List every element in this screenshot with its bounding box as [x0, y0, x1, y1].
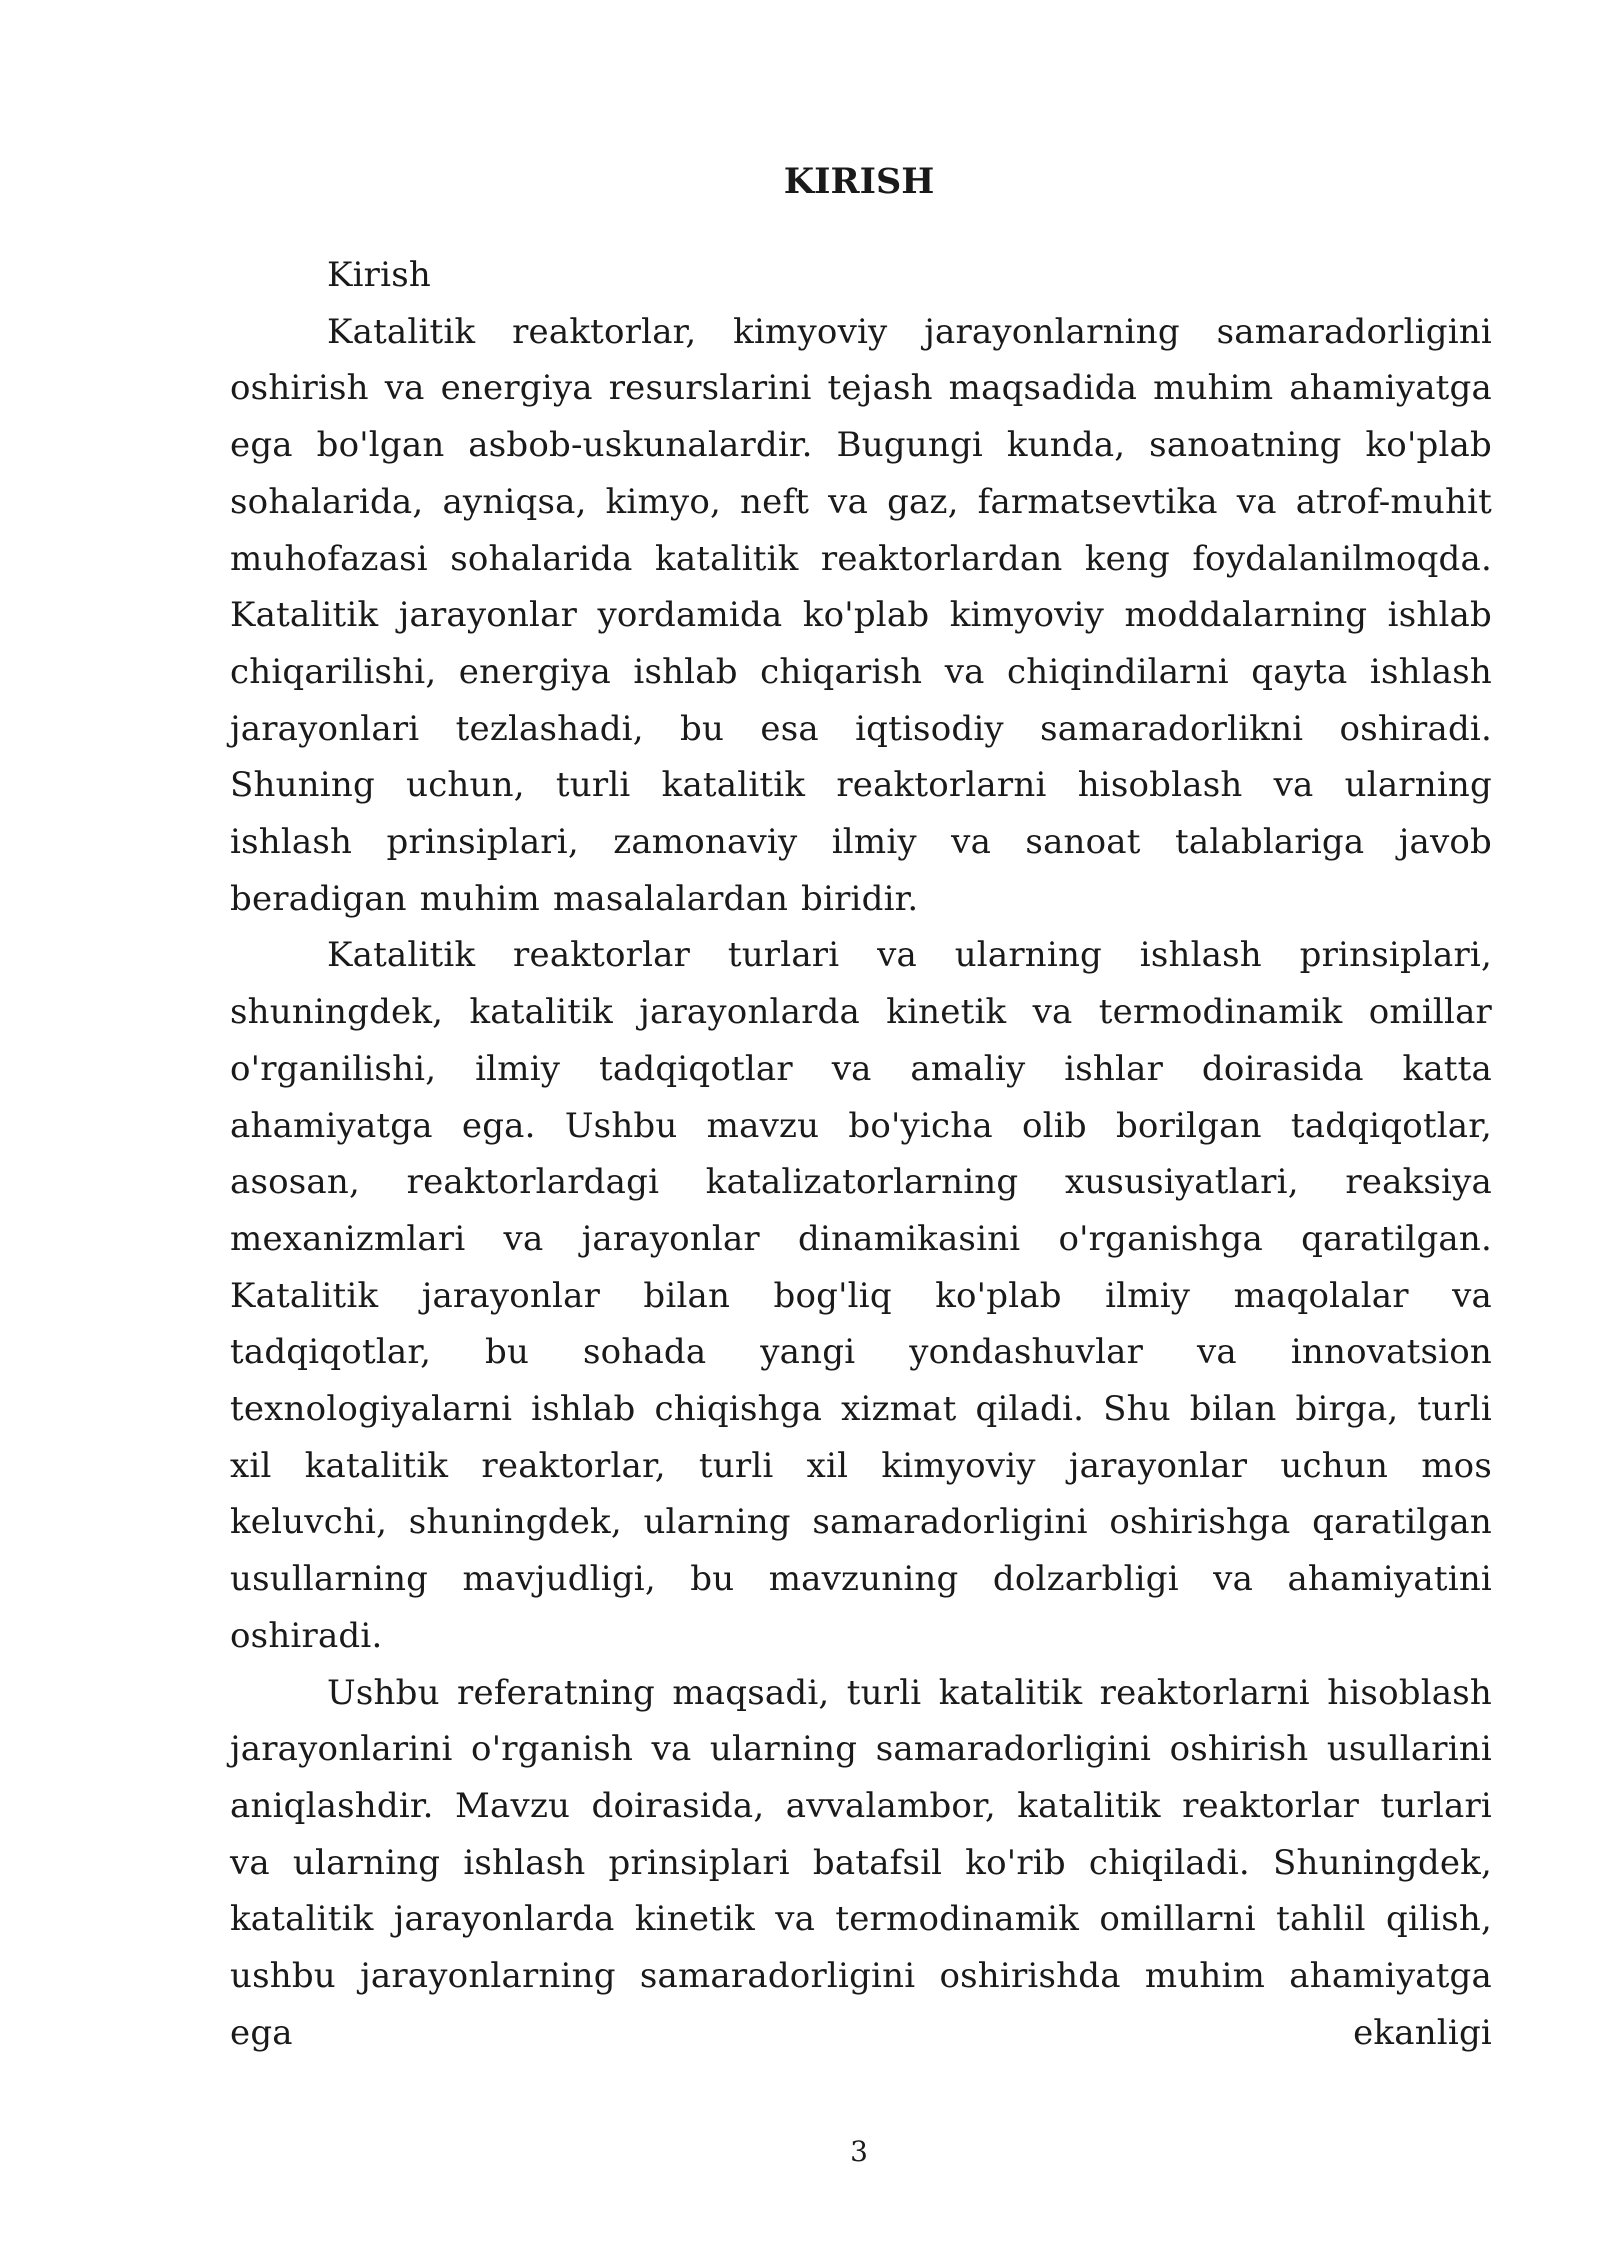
- page-number: 3: [850, 2135, 868, 2168]
- paragraph: Katalitik reaktorlar, kimyoviy jarayonlarning samaradorligini oshirish va energiya resurslarini tejash maqsadida muhim ahamiyatga ega bo'lgan asbob-uskunalardir. Bugungi kunda, sanoatning ko'plab sohalarida, ayniqsa, kimyo, neft va gaz, farmatsevtika va atrof-muhit muhofazasi sohalarida katalitik reaktorlardan keng foydalanilmoqda. Katalitik jarayonlar yordamida ko'plab kimyoviy moddalarning ishlab chiqarilishi, energiya ishlab chiqarish va chiqindilarni qayta ishlash jarayonlari tezlashadi, bu esa iqtisodiy samaradorlikni oshiradi. Shuning uchun, turli katalitik reaktorlarni hisoblash va ularning ishlash prinsiplari, zamonaviy ilmiy va sanoat talablariga javob beradigan muhim masalalardan biridir.: [230, 311, 1492, 919]
- paragraph: Ushbu referatning maqsadi, turli katalitik reaktorlarni hisoblash jarayonlarini o'rganish va ularning samaradorligini oshirish usullarini aniqlashdir. Mavzu doirasida, avvalambor, katalitik reaktorlar turlari va ularning ishlash prinsiplari batafsil ko'rib chiqiladi. Shuningdek, katalitik jarayonlarda kinetik va termodinamik omillarni tahlil qilish, ushbu jarayonlarning samaradorligini oshirishda muhim ahamiyatga ega ekanligi: [230, 1672, 1492, 2053]
- paragraph-subheading: Kirish: [327, 255, 431, 295]
- page-title: KIRISH: [783, 161, 935, 202]
- body-text: [230, 247, 1492, 2062]
- paragraph: Katalitik reaktorlar turlari va ularning ishlash prinsiplari, shuningdek, katalitik jarayonlarda kinetik va termodinamik omillar o'rganilishi, ilmiy tadqiqotlar va amaliy ishlar doirasida katta ahamiyatga ega. Ushbu mavzu bo'yicha olib borilgan tadqiqotlar, asosan, reaktorlardagi katalizatorlarning xususiyatlari, reaksiya mexanizmlari va jarayonlar dinamikasini o'rganishga qaratilgan. Katalitik jarayonlar bilan bog'liq ko'plab ilmiy maqolalar va tadqiqotlar, bu sohada yangi yondashuvlar va innovatsion texnologiyalarni ishlab chiqishga xizmat qiladi. Shu bilan birga, turli xil katalitik reaktorlar, turli xil kimyoviy jarayonlar uchun mos keluvchi, shuningdek, ularning samaradorligini oshirishga qaratilgan usullarning mavjudligi, bu mavzuning dolzarbligi va ahamiyatini oshiradi.: [230, 935, 1492, 1656]
